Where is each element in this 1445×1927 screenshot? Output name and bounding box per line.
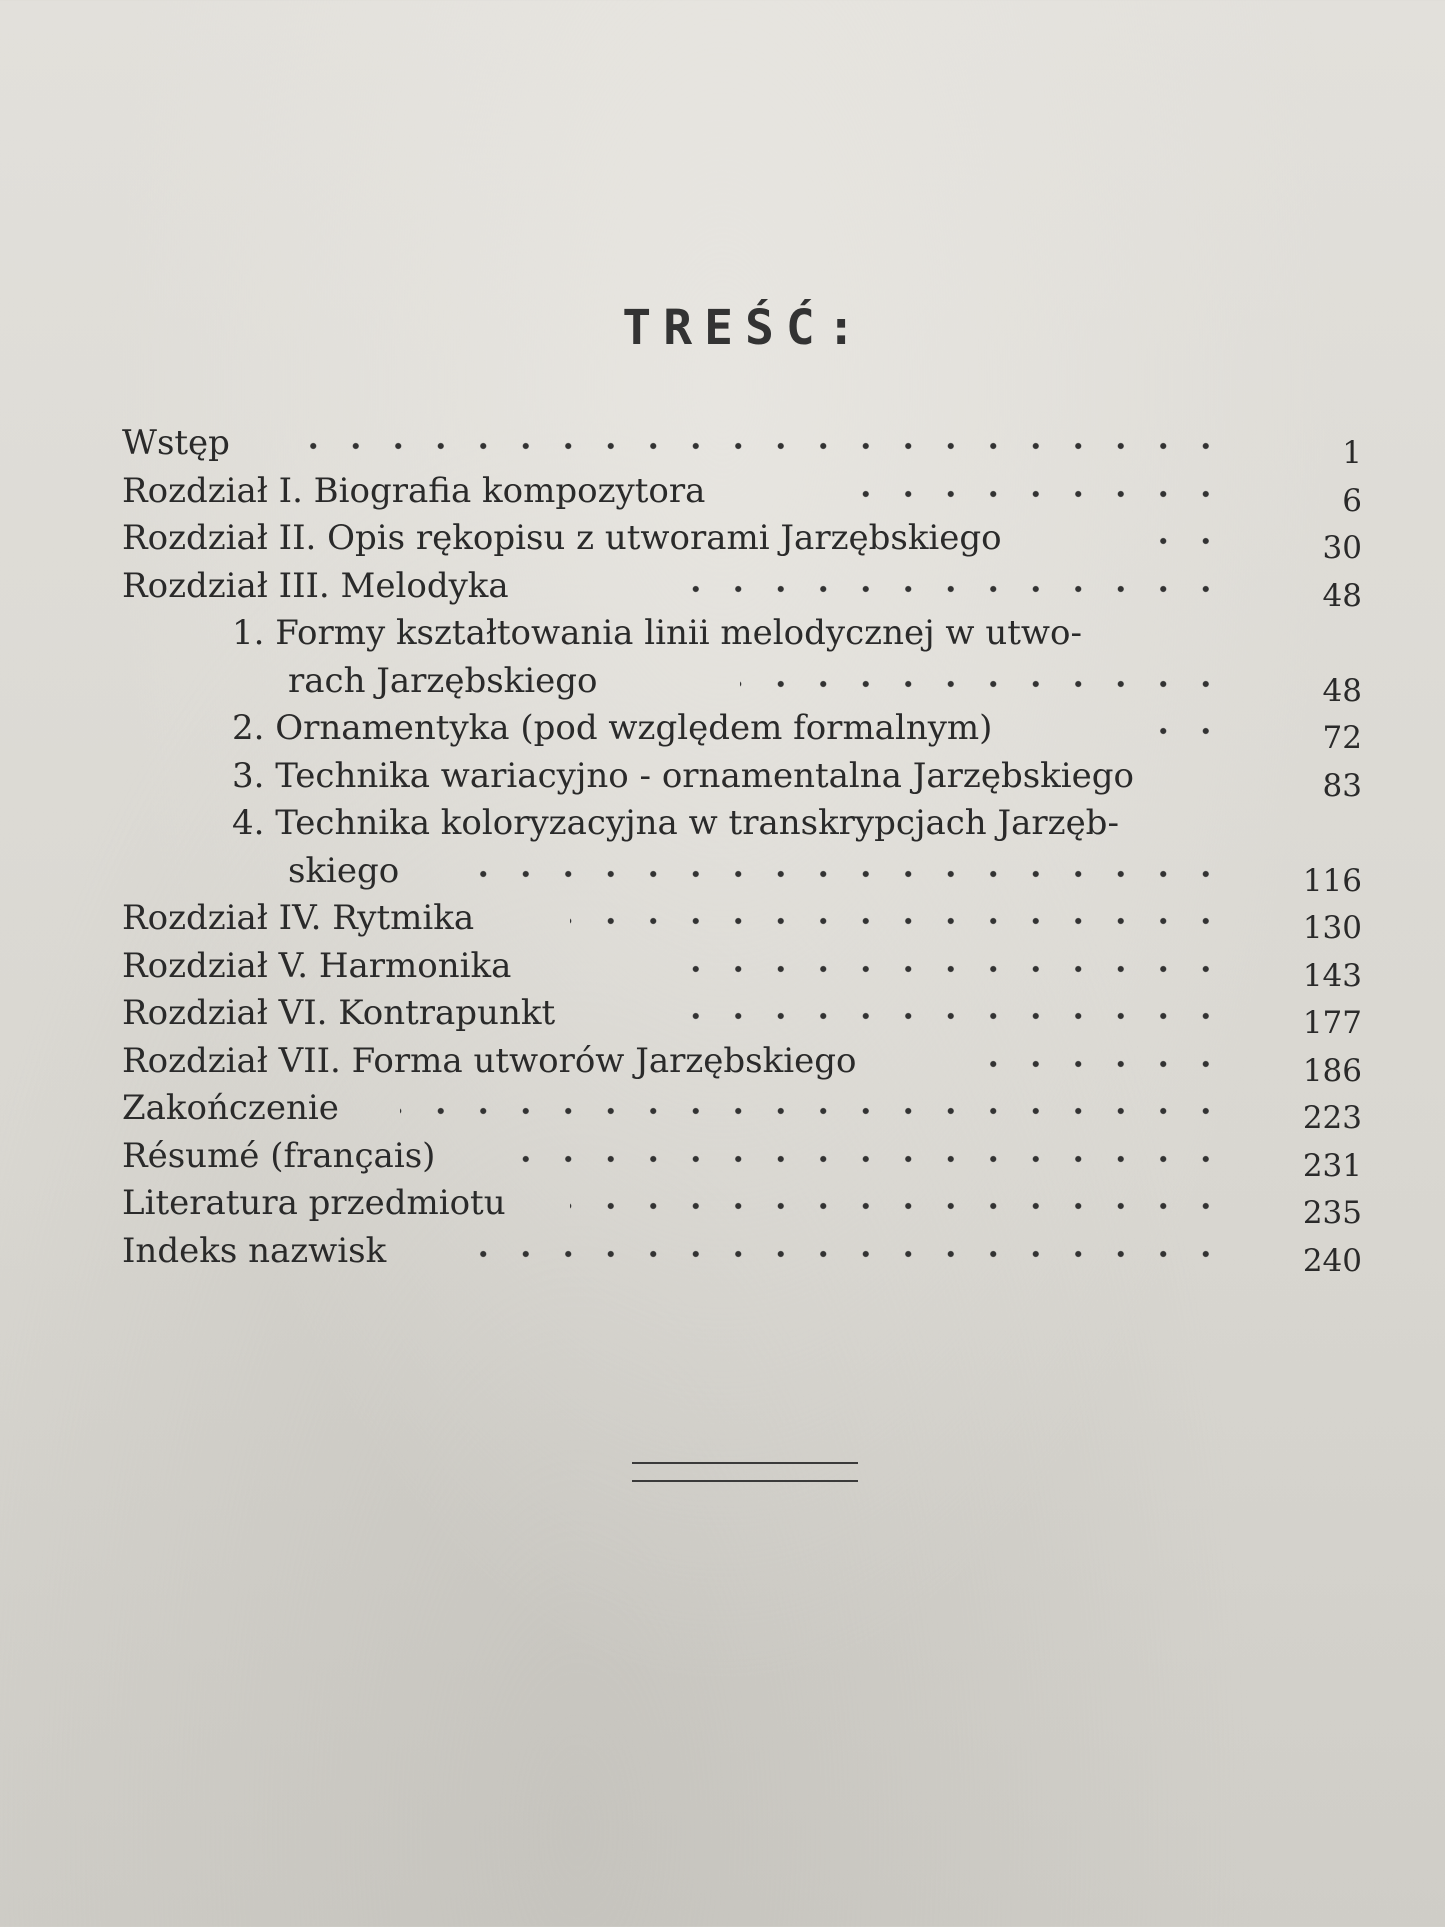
- toc-entry-label: Zakończenie: [122, 1088, 339, 1128]
- toc-leader-dots: [570, 1186, 1227, 1226]
- toc-leader-dots: [660, 569, 1227, 609]
- toc-entry: [122, 1133, 1362, 1184]
- toc-entry-label: Rozdział II. Opis rękopisu z utworami Jarzębskiego: [122, 518, 1002, 558]
- toc-entry-label: skiego: [288, 850, 400, 891]
- toc-entry: [122, 1085, 1362, 1136]
- toc-page-number: 83: [1322, 767, 1362, 804]
- toc-page-number: 177: [1302, 1005, 1362, 1041]
- toc-page-number: 240: [1302, 1242, 1362, 1279]
- toc-entry-label: Rozdział III. Melodyka: [122, 565, 509, 606]
- toc-entry-label: Rozdział IV. Rytmika: [122, 898, 475, 938]
- toc-leader-dots: [660, 996, 1227, 1036]
- toc-page-number: 116: [1302, 862, 1362, 899]
- divider-rule-top: [632, 1462, 858, 1464]
- toc-entry: [122, 658, 1362, 709]
- toc-entry-label: Indeks nazwisk: [122, 1230, 387, 1271]
- toc-entry: [122, 800, 1362, 848]
- toc-entry: [122, 1038, 1362, 1089]
- toc-entry-label: Rozdział VI. Kontrapunkt: [122, 993, 556, 1033]
- toc-page-number: 48: [1322, 577, 1362, 614]
- toc-leader-dots: [490, 1139, 1227, 1179]
- toc-leader-dots: [990, 1044, 1227, 1084]
- toc-page-number: 1: [1342, 435, 1362, 471]
- toc-entry-label: 2. Ornamentyka (pod względem formalnym): [232, 708, 993, 748]
- toc-entry: [122, 1228, 1362, 1279]
- toc-entry-label: 4. Technika koloryzacyjna w transkrypcjach Jarzęb-: [232, 803, 1119, 843]
- toc-page-number: 231: [1302, 1147, 1362, 1184]
- toc-entry-label: Rozdział VII. Forma utworów Jarzębskiego: [122, 1040, 857, 1081]
- toc-entry: [122, 420, 1362, 471]
- toc-page-number: 186: [1302, 1052, 1362, 1089]
- toc-entry-label: Literatura przedmiotu: [122, 1183, 506, 1223]
- toc-leader-dots: [400, 1091, 1227, 1131]
- toc-leader-dots: [310, 426, 1227, 466]
- divider-rule-bottom: [632, 1480, 858, 1482]
- table-of-contents: [122, 420, 1362, 1279]
- toc-page-number: 48: [1322, 672, 1362, 709]
- toc-page-number: 6: [1342, 482, 1362, 519]
- toc-entry: [122, 990, 1362, 1041]
- toc-entry: [122, 610, 1362, 658]
- toc-entry-label: Wstęp: [122, 423, 230, 463]
- toc-entry-label: Rozdział I. Biografia kompozytora: [122, 470, 706, 511]
- toc-leader-dots: [740, 664, 1227, 704]
- toc-page-number: 130: [1302, 910, 1362, 946]
- toc-leader-dots: [1160, 521, 1227, 561]
- toc-entry-label: 3. Technika wariacyjno - ornamentalna Jarzębskiego: [232, 755, 1134, 796]
- toc-page-number: 235: [1302, 1195, 1362, 1231]
- toc-entry: [122, 468, 1362, 519]
- toc-entry-label: Rozdział V. Harmonika: [122, 945, 512, 986]
- toc-leader-dots: [570, 901, 1227, 941]
- toc-entry-label: rach Jarzębskiego: [288, 660, 598, 701]
- toc-entry-label: Résumé (français): [122, 1135, 436, 1176]
- toc-leader-dots: [1160, 711, 1227, 751]
- toc-page-number: 143: [1302, 957, 1362, 994]
- toc-entry: [122, 753, 1362, 804]
- toc-page-number: 30: [1322, 530, 1362, 566]
- page-title: TREŚĆ:: [622, 300, 868, 356]
- toc-entry: [122, 705, 1362, 756]
- toc-entry: [122, 943, 1362, 994]
- toc-leader-dots: [480, 854, 1227, 894]
- toc-entry: [122, 848, 1362, 899]
- toc-entry-label: 1. Formy kształtowania linii melodycznej w utwo-: [232, 613, 1082, 653]
- toc-entry: [122, 895, 1362, 946]
- toc-entry: [122, 563, 1362, 614]
- toc-leader-dots: [480, 1234, 1227, 1274]
- toc-leader-dots: [850, 474, 1227, 514]
- toc-page-number: 72: [1322, 720, 1362, 756]
- toc-entry: [122, 515, 1362, 566]
- toc-entry: [122, 1180, 1362, 1231]
- toc-page-number: 223: [1302, 1100, 1362, 1136]
- toc-leader-dots: [660, 949, 1227, 989]
